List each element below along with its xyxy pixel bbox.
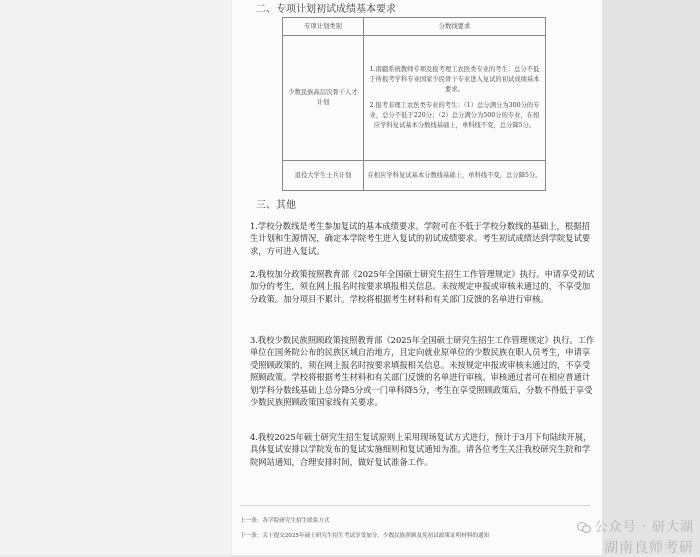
table-cell-category: 少数民族高层次骨干人才计划 [283, 36, 364, 161]
footer-divider [240, 505, 590, 506]
table-header-requirement: 分数线要求 [364, 18, 546, 36]
requirement-item: 2.报考非理工农医类专业的考生：（1）总分满分为300分的专业，总分不低于220分；（2）总分满分为500分的专业，在相应学科复试基本分数线基础上，单科线不变，总分降5分。 [369, 102, 540, 129]
table-cell-requirement [364, 36, 546, 161]
left-margin [0, 0, 232, 555]
paragraph-1: 1.学校分数线是考生参加复试的基本成绩要求。学院可在不低于学校分数线的基础上，根据招生计划和生源情况，确定本学院考生进入复试的初试成绩要求。考生初试成绩达到学院复试要求，方可进入复试。 [250, 221, 591, 256]
watermark-line-1 [577, 516, 694, 535]
watermark [577, 516, 694, 557]
watermark-text-1: 公众号 · 研大湖 [594, 520, 694, 535]
paragraph-2: 2.我校加分政策按照教育部《2025年全国硕士研究生招生工作管理规定》执行。申请享受初试加分的考生，须在网上报名时按要求填报相关信息。未按规定申报或审核未通过的，不享受加分政策。加分项目不累计。学校将根据考生材料和有关部门反馈的名单进行审核。 [250, 269, 595, 304]
table-row [283, 36, 546, 161]
paragraph-4: 4.我校2025年硕士研究生招生复试原则上采用现场复试方式进行，预计于3月下旬陆续开展，具体复试安排以学院发布的复试实施细则和复试通知为准。请各位考生关注我校研究生院和学院网站通知，合理安排时间，做好复试准备工作。 [250, 432, 592, 467]
requirement-item: 1.南疆系统教师专项及报考理工农医类专业的考生：总分不低于所报考学科专业国家少民骨干专业进入复试的初试成绩基本要求。 [369, 66, 540, 93]
requirements-table [282, 17, 546, 191]
paragraph-3: 3.我校少数民族照顾政策按照教育部《2025年全国硕士研究生招生工作管理规定》执行。工作单位在国务院公布的民族区域自治地方，且定向就业原单位的少数民族在职人员考生，申请享受照顾政策的，须在网上报名时按要求填报相关信息。未按规定申报或审核未通过的，不享受照顾政策。学校将根据考生材料和有关部门反馈的名单进行审核。审核通过者可在相应普通计划学科分数线基础上总分降5分或一门单科降5分，考生在享受照顾政策后，分数不得低于享受少数民族照顾政策国家线有关要求。 [250, 335, 595, 408]
table-header-category: 专项计划类别 [283, 18, 364, 36]
watermark-line-2: 湖南良师考研 [604, 540, 694, 556]
requirement-item: 在相应学科复试基本分数线基础上，单科线不变，总分降5分。 [367, 171, 542, 179]
wechat-icon [577, 522, 591, 533]
prev-article-link[interactable]: 上一条：各学院研究生招生联系方式 [240, 518, 330, 524]
table-row [283, 161, 546, 191]
section-two-heading: 二、专项计划初试成绩基本要求 [256, 4, 396, 15]
table-cell-requirement [364, 161, 546, 191]
right-margin [602, 0, 700, 555]
next-article-link[interactable]: 下一条：关于提交2025年硕士研究生招生考试享受加分、少数民族照顾及免初试政策证明材料的通知 [240, 533, 490, 539]
table-cell-category: 退役大学生士兵计划 [283, 161, 364, 191]
section-three-heading: 三、其他 [256, 200, 296, 211]
table-header-row [283, 18, 546, 36]
